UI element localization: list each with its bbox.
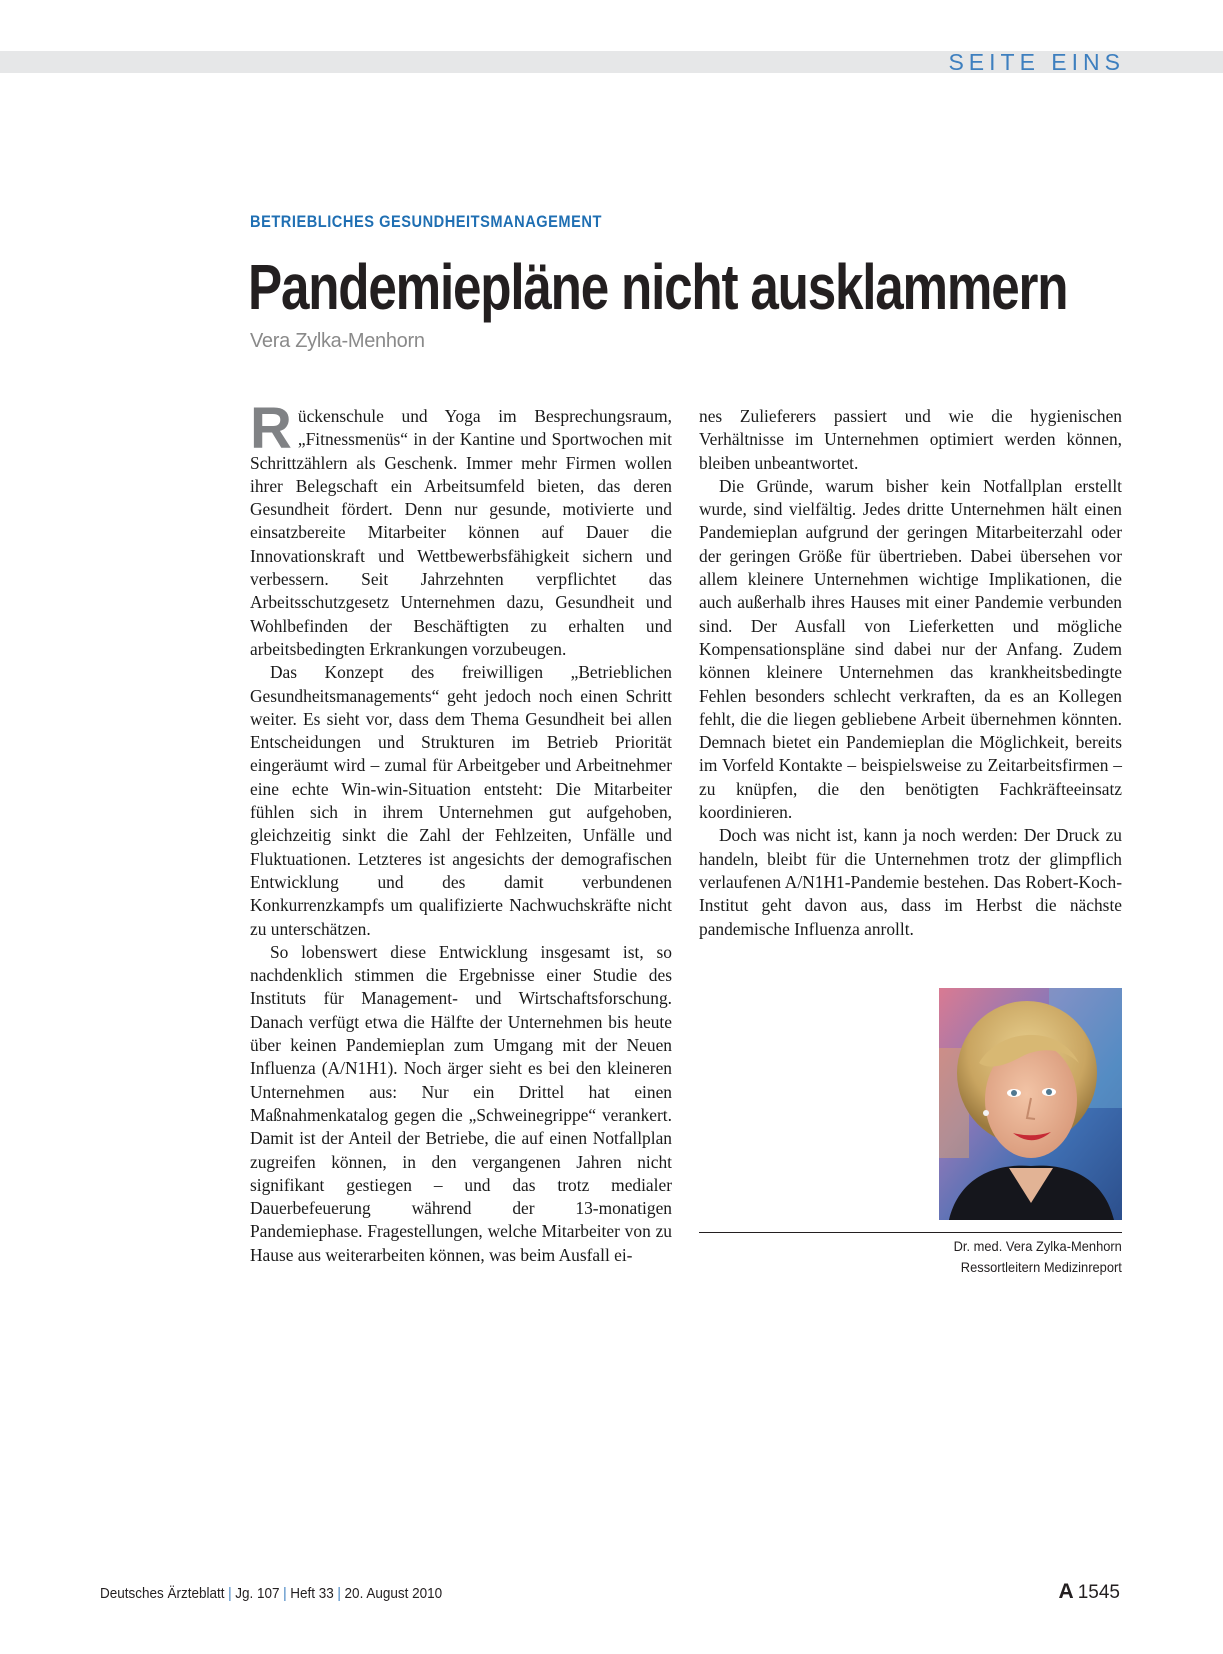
caption-divider xyxy=(699,1232,1122,1233)
article-author: Vera Zylka-Menhorn xyxy=(250,330,425,352)
caption-name: Dr. med. Vera Zylka-Menhorn xyxy=(953,1238,1122,1254)
article-title: Pandemiepläne nicht ausklammern xyxy=(248,251,1068,323)
paragraph-2: Das Konzept des freiwilligen „Betrieblichen Gesundheitsmanagements“ geht jedoch noch einen Schritt weiter. Es sieht vor, dass dem Thema Gesundheit bei allen Entscheidungen und Strukturen im Betrieb Priorität eingeräumt wird – zumal für Arbeitgeber und Arbeitnehmer eine echte Win-win-Situation entsteht: Die Mitarbeiter fühlen sich in ihrem Unternehmen gut aufgehoben, gleichzeitig sinkt die Zahl der Fehlzeiten, Unfälle und Fluktuationen. Letzteres ist angesichts der demografischen Entwicklung und des damit verbundenen Konkurrenzkampfs um qualifizierte Nachwuchskräfte nicht zu unterschätzen. xyxy=(250,662,672,939)
page-number: 1545 xyxy=(1077,1582,1120,1603)
article-column-left xyxy=(250,396,672,1267)
drop-cap: R xyxy=(250,396,292,461)
section-label: SEITE EINS xyxy=(948,49,1125,75)
paragraph-4: nes Zulieferers passiert und wie die hygienischen Verhältnisse im Unternehmen optimiert werden können, bleiben unbeantwortet. xyxy=(699,406,1122,473)
footer-issue: Heft 33 xyxy=(290,1585,334,1602)
caption-role: Ressortleitern Medizinreport xyxy=(960,1259,1122,1275)
footer-volume: Jg. 107 xyxy=(235,1585,280,1602)
article-kicker: BETRIEBLICHES GESUNDHEITSMANAGEMENT xyxy=(250,212,602,231)
footer-publication-info: Deutsches Ärzteblatt | Jg. 107 | Heft 33 | 20. August 2010 xyxy=(100,1585,443,1602)
footer-journal: Deutsches Ärzteblatt xyxy=(100,1585,225,1602)
paragraph-6: Doch was nicht ist, kann ja noch werden: Der Druck zu handeln, bleibt für die Unternehmen trotz der glimpflich verlaufenen A/N1H1-Pandemie bestehen. Das Robert-Koch-Institut geht davon aus, dass im Herbst die nächste pandemische Influenza anrollt. xyxy=(699,825,1122,939)
footer-page-number xyxy=(1059,1580,1120,1604)
paragraph-5: Die Gründe, warum bisher kein Notfallplan erstellt wurde, sind vielfältig. Jedes dritte Unternehmen hält einen Pandemieplan aufgrund der geringen Mitarbeiterzahl oder der geringen Größe für übertrieben. Dabei übersehen vor allem kleinere Unternehmen wichtige Implikationen, die auch außerhalb ihres Hauses mit einer Pandemie verbunden sind. Der Ausfall von Lieferketten und mögliche Kompensationspläne sind dabei nur der Anfang. Zudem können kleinere Unternehmen das krankheitsbedingte Fehlen besonders schlecht verkraften, da es an Kollegen fehlt, die die liegen gebliebene Arbeit übernehmen könnten. Demnach bietet ein Pandemieplan die Möglichkeit, bereits im Vorfeld Kontakte – beispielsweise zu Zeitarbeitsfirmen – zu knüpfen, die den benötigten Fachkräfteeinsatz koordinieren. xyxy=(699,475,1122,823)
footer-date: 20. August 2010 xyxy=(344,1585,443,1602)
article-column-right xyxy=(699,405,1122,941)
author-portrait-photo xyxy=(939,988,1122,1220)
paragraph-3: So lobenswert diese Entwicklung insgesamt ist, so nachdenklich stimmen die Ergebnisse einer Studie des Instituts für Management- und Wirtschaftsforschung. Danach verfügt etwa die Hälfte der Unternehmen bis heute über keinen Pandemieplan zum Umgang mit der Neuen Influenza (A/N1H1). Noch ärger sieht es bei den kleineren Unternehmen aus: Nur ein Drittel hat einen Maßnahmenkatalog gegen die „Schweinegrippe“ verankert. Damit ist der Anteil der Betriebe, die auf einen Notfallplan zugreifen können, in den vergangenen Jahren nicht signifikant gestiegen – und das trotz medialer Dauerbefeuerung während der 13-monatigen Pandemiephase. Fragestellungen, welche Mitarbeiter von zu Hause aus weiterarbeiten können, was beim Ausfall ei- xyxy=(250,941,672,1265)
paragraph-1: Rückenschule und Yoga im Besprechungsraum, „Fitnessmenüs“ in der Kantine und Sportwochen mit Schrittzählern als Geschenk. Immer mehr Firmen wollen ihrer Belegschaft ein Arbeitsumfeld bieten, das deren Gesundheit fördert. Denn nur gesunde, motivierte und einsatzbereite Mitarbeiter können auf Dauer die Innovationskraft und Wettbewerbsfähigkeit sichern und verbessern. Seit Jahrzehnten verpflichtet das Arbeitsschutzgesetz Unternehmen dazu, Gesundheit und Wohlbefinden der Beschäftigten zu erhalten und arbeitsbedingten Erkrankungen vorzubeugen. xyxy=(250,396,672,659)
page-prefix: A xyxy=(1058,1580,1074,1603)
photo-caption xyxy=(954,1236,1122,1278)
